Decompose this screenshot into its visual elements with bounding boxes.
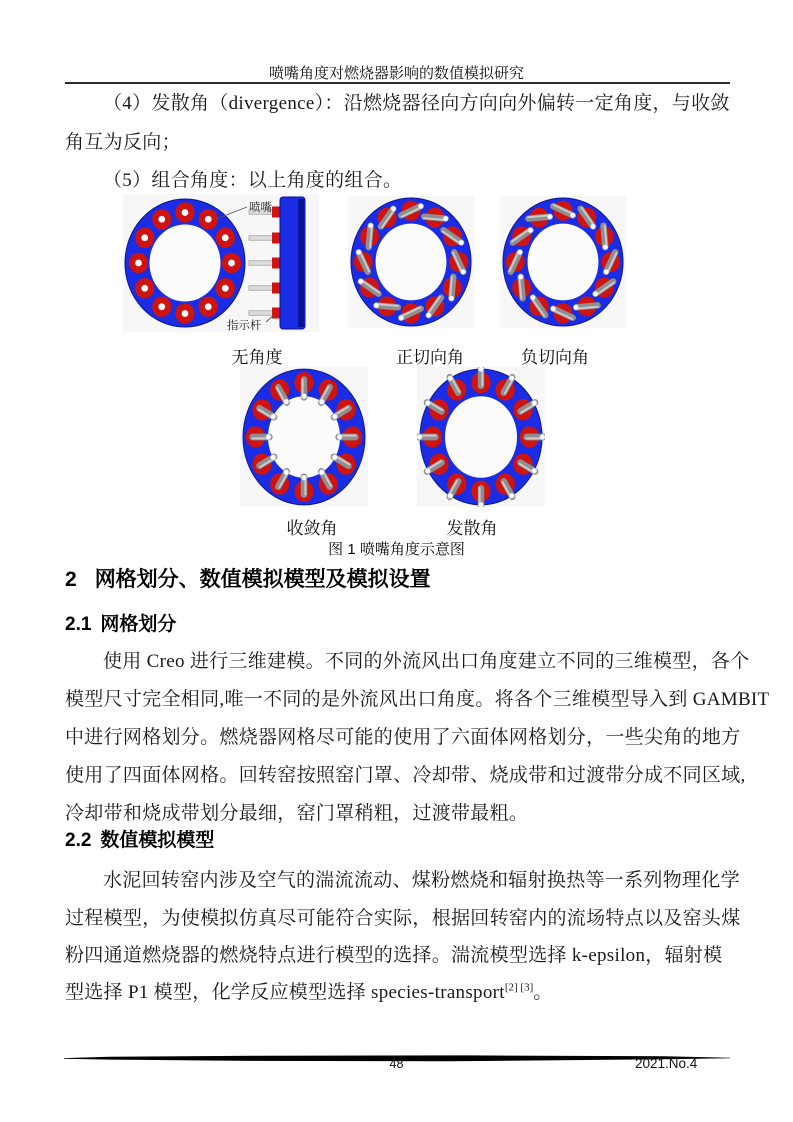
- paragraph-line: [65, 977, 745, 1004]
- divergence-diagram: [417, 367, 545, 507]
- issue-label: 2021.No.4: [635, 1056, 698, 1071]
- burner-tangent-positive-figure: [348, 196, 474, 328]
- no-angle-diagram: [123, 194, 319, 332]
- section-heading-2-1: [65, 609, 176, 636]
- paragraph-line: 使用了四面体网格。回转窑按照窑门罩、冷却带、烧成带和过渡带分成不同区域,: [65, 765, 746, 786]
- paragraph-text: 。: [533, 982, 553, 1003]
- section-number: 2: [65, 568, 77, 591]
- burner-divergence-figure: [417, 367, 545, 507]
- figure-label-divergence: 发散角: [446, 519, 498, 538]
- figure-label-no-angle: 无角度: [231, 348, 283, 367]
- paragraph-line: （5）组合角度：以上角度的组合。: [103, 170, 403, 191]
- page-number: 48: [389, 1057, 404, 1071]
- section-number: 2.2: [65, 830, 92, 851]
- paragraph-line: 角互为反向；: [65, 132, 181, 153]
- header-rule: [65, 82, 730, 84]
- figure-label-convergence: 收敛角: [286, 519, 338, 538]
- running-title: 喷嘴角度对燃烧器影响的数值模拟研究: [268, 66, 524, 82]
- paragraph-line: 粉四通道燃烧器的燃烧特点进行模型的选择。湍流模型选择 k-epsilon，辐射模: [65, 945, 723, 966]
- convergence-diagram: [240, 367, 368, 507]
- section-number: 2.1: [65, 614, 92, 635]
- svg-text:指示杆: 指示杆: [227, 320, 262, 332]
- paragraph-text: 型选择 P1 模型，化学反应模型选择 species-transport: [65, 982, 505, 1003]
- section-heading-2: [65, 563, 431, 593]
- paragraph-line: 过程模型，为使模拟仿真尽可能符合实际，根据回转窑内的流场特点以及窑头煤: [65, 908, 741, 929]
- burner-no-angle-figure: [123, 194, 319, 332]
- paragraph-line: 冷却带和烧成带划分最细，窑门罩稍粗，过渡带最粗。: [65, 803, 529, 824]
- paragraph-line: 使用 Creo 进行三维建模。不同的外流风出口角度建立不同的三维模型，各个: [103, 651, 750, 672]
- footer-rule: [64, 1049, 730, 1056]
- tangent-negative-diagram: [500, 196, 626, 328]
- paragraph-line: （4）发散角（divergence）：沿燃烧器径向方向向外偏转一定角度，与收敛: [103, 93, 730, 114]
- paragraph-line: 水泥回转窑内涉及空气的湍流流动、煤粉燃烧和辐射换热等一系列物理化学: [103, 870, 740, 891]
- paragraph-line: 中进行网格划分。燃烧器网格尽可能的使用了六面体网格划分，一些尖角的地方: [65, 727, 741, 748]
- figure-label-tangent-positive: 正切向角: [396, 348, 464, 367]
- svg-text:喷嘴: 喷嘴: [249, 202, 272, 214]
- section-title: 网格划分、数值模拟模型及模拟设置: [94, 568, 431, 591]
- burner-tangent-negative-figure: [500, 196, 626, 328]
- figure-label-tangent-negative: 负切向角: [521, 348, 589, 367]
- section-heading-2-2: [65, 825, 214, 852]
- section-title: 数值模拟模型: [100, 830, 215, 851]
- burner-convergence-figure: [240, 367, 368, 507]
- section-title: 网格划分: [100, 614, 177, 635]
- citation-reference: [2] [3]: [504, 981, 534, 994]
- paragraph-line: 模型尺寸完全相同,唯一不同的是外流风出口角度。将各个三维模型导入到 GAMBIT: [65, 689, 770, 710]
- figure-caption: 图 1 喷嘴角度示意图: [328, 541, 465, 558]
- tangent-positive-diagram: [348, 196, 474, 328]
